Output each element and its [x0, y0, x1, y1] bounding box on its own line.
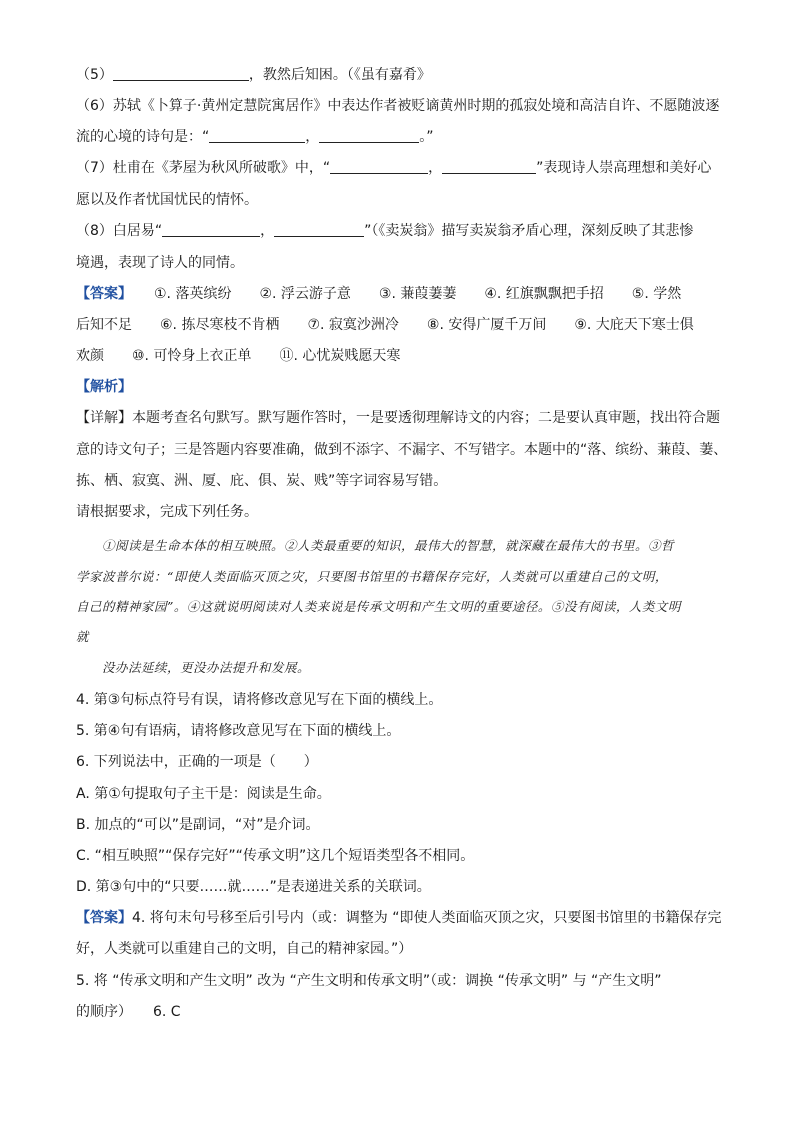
q8-line-1 — [76, 222, 693, 240]
answer1-line-2: 后知不足 ⑥. 拣尽寒枝不肯栖 ⑦. 寂寞沙洲冷 ⑧. 安得广厦千万间 ⑨. 大庇天下寒士俱 — [76, 317, 694, 333]
answer1-line-3: 欢颜 ⑩. 可怜身上衣正单 ⑪. 心忧炭贱愿天寒 — [76, 348, 401, 364]
q6-text-mid: ， — [305, 129, 320, 145]
q6-text-pre: 流的心境的诗句是：“ — [76, 129, 210, 145]
q7-blank-2[interactable] — [442, 159, 536, 174]
q8-line-2: 境遇，表现了诗人的同情。 — [76, 255, 244, 271]
analysis-line-3: 拣、栖、寂寞、洲、厦、庇、俱、炭、贱”等字词容易写错。 — [76, 473, 448, 489]
q7-line-1 — [76, 159, 711, 177]
option-b[interactable]: B. 加点的“可以”是副词，“对”是介词。 — [76, 817, 320, 833]
passage-line-2: 学家波普尔说：“即使人类面临灭顶之灾，只要图书馆里的书籍保存完好，人类就可以重建自己的文明， — [76, 569, 668, 584]
question-4: 4. 第③句标点符号有误，请将修改意见写在下面的横线上。 — [76, 692, 443, 708]
q8-blank-2[interactable] — [274, 222, 364, 237]
passage-line-1: ①阅读是生命本体的相互映照。②人类最重要的知识，最伟大的智慧，就深藏在最伟大的书里。③哲 — [102, 538, 675, 553]
answer-tag: 【答案】 — [76, 910, 132, 926]
passage-line-4: 就 — [76, 629, 90, 644]
answer2-line-3: 5. 将 “传承文明和产生文明” 改为 “产生文明和传承文明”（或：调换 “传承文明” 与 “产生文明” — [76, 973, 662, 989]
answer2-line-2: 好，人类就可以重建自己的文明，自己的精神家园。”） — [76, 941, 413, 957]
analysis-line-2: 意的诗文句子；三是答题内容要准确，做到不添字、不漏字、不写错字。本题中的“落、缤纷、蒹葭、萋、 — [76, 442, 728, 458]
answer2-line-1 — [76, 909, 722, 927]
question-6: 6. 下列说法中，正确的一项是（ ） — [76, 754, 318, 770]
q7-text-post: ”表现诗人崇高理想和美好心 — [536, 160, 712, 176]
q5-number: （5） — [76, 67, 113, 83]
answer2-text-1: 4. 将句末句号移至后引号内（或：调整为 “即使人类面临灭顶之灾，只要图书馆里的书籍保存完 — [132, 910, 722, 926]
q5-blank[interactable] — [113, 66, 249, 81]
answer1-text-1: ①. 落英缤纷 ②. 浮云游子意 ③. 蒹葭萋萋 ④. 红旗飘飘把手招 ⑤. 学然 — [154, 286, 682, 302]
option-d[interactable]: D. 第③句中的“只要……就……”是表递进关系的关联词。 — [76, 879, 431, 895]
passage-line-3: 自己的精神家园”。④这就说明阅读对人类来说是传承文明和产生文明的重要途径。⑤没有阅读，人类文明 — [76, 599, 681, 614]
q7-text-pre: （7）杜甫在《茅屋为秋风所破歌》中，“ — [76, 160, 331, 176]
q8-text-pre: （8）白居易“ — [76, 223, 163, 239]
q6-blank-2[interactable] — [319, 128, 419, 143]
q6-line-1: （6）苏轼《卜算子·黄州定慧院寓居作》中表达作者被贬谪黄州时期的孤寂处境和高洁自许、不愿随波逐 — [76, 98, 720, 114]
answer1-line-1 — [76, 285, 681, 303]
passage-line-5: 没办法延续，更没办法提升和发展。 — [102, 660, 311, 675]
q6-line-2 — [76, 128, 434, 146]
q5-line — [76, 66, 431, 84]
option-a[interactable]: A. 第①句提取句子主干是：阅读是生命。 — [76, 786, 331, 802]
q7-line-2: 愿以及作者忧国忧民的情怀。 — [76, 192, 258, 208]
analysis-line-1: 【详解】本题考查名句默写。默写题作答时，一是要透彻理解诗文的内容；二是要认真审题，找出符合题 — [76, 410, 720, 426]
q6-blank-1[interactable] — [209, 128, 305, 143]
q7-text-mid: ， — [428, 160, 443, 176]
option-c[interactable]: C. “相互映照”“保存完好”“传承文明”这几个短语类型各不相同。 — [76, 848, 475, 864]
q8-blank-1[interactable] — [162, 222, 260, 237]
answer2-line-4: 的顺序） 6. C — [76, 1004, 181, 1020]
q7-blank-1[interactable] — [330, 159, 428, 174]
q6-text-post: 。” — [419, 129, 434, 145]
analysis-tag: 【解析】 — [76, 379, 132, 395]
q8-text-mid: ， — [260, 223, 275, 239]
q5-text: ，教然后知困。（《虽有嘉肴》 — [248, 67, 431, 83]
q8-text-post: ”（《卖炭翁》描写卖炭翁矛盾心理，深刻反映了其悲惨 — [364, 223, 694, 239]
answer-tag: 【答案】 — [76, 286, 132, 302]
question-5: 5. 第④句有语病，请将修改意见写在下面的横线上。 — [76, 723, 401, 739]
task-instruction: 请根据要求，完成下列任务。 — [76, 504, 258, 520]
